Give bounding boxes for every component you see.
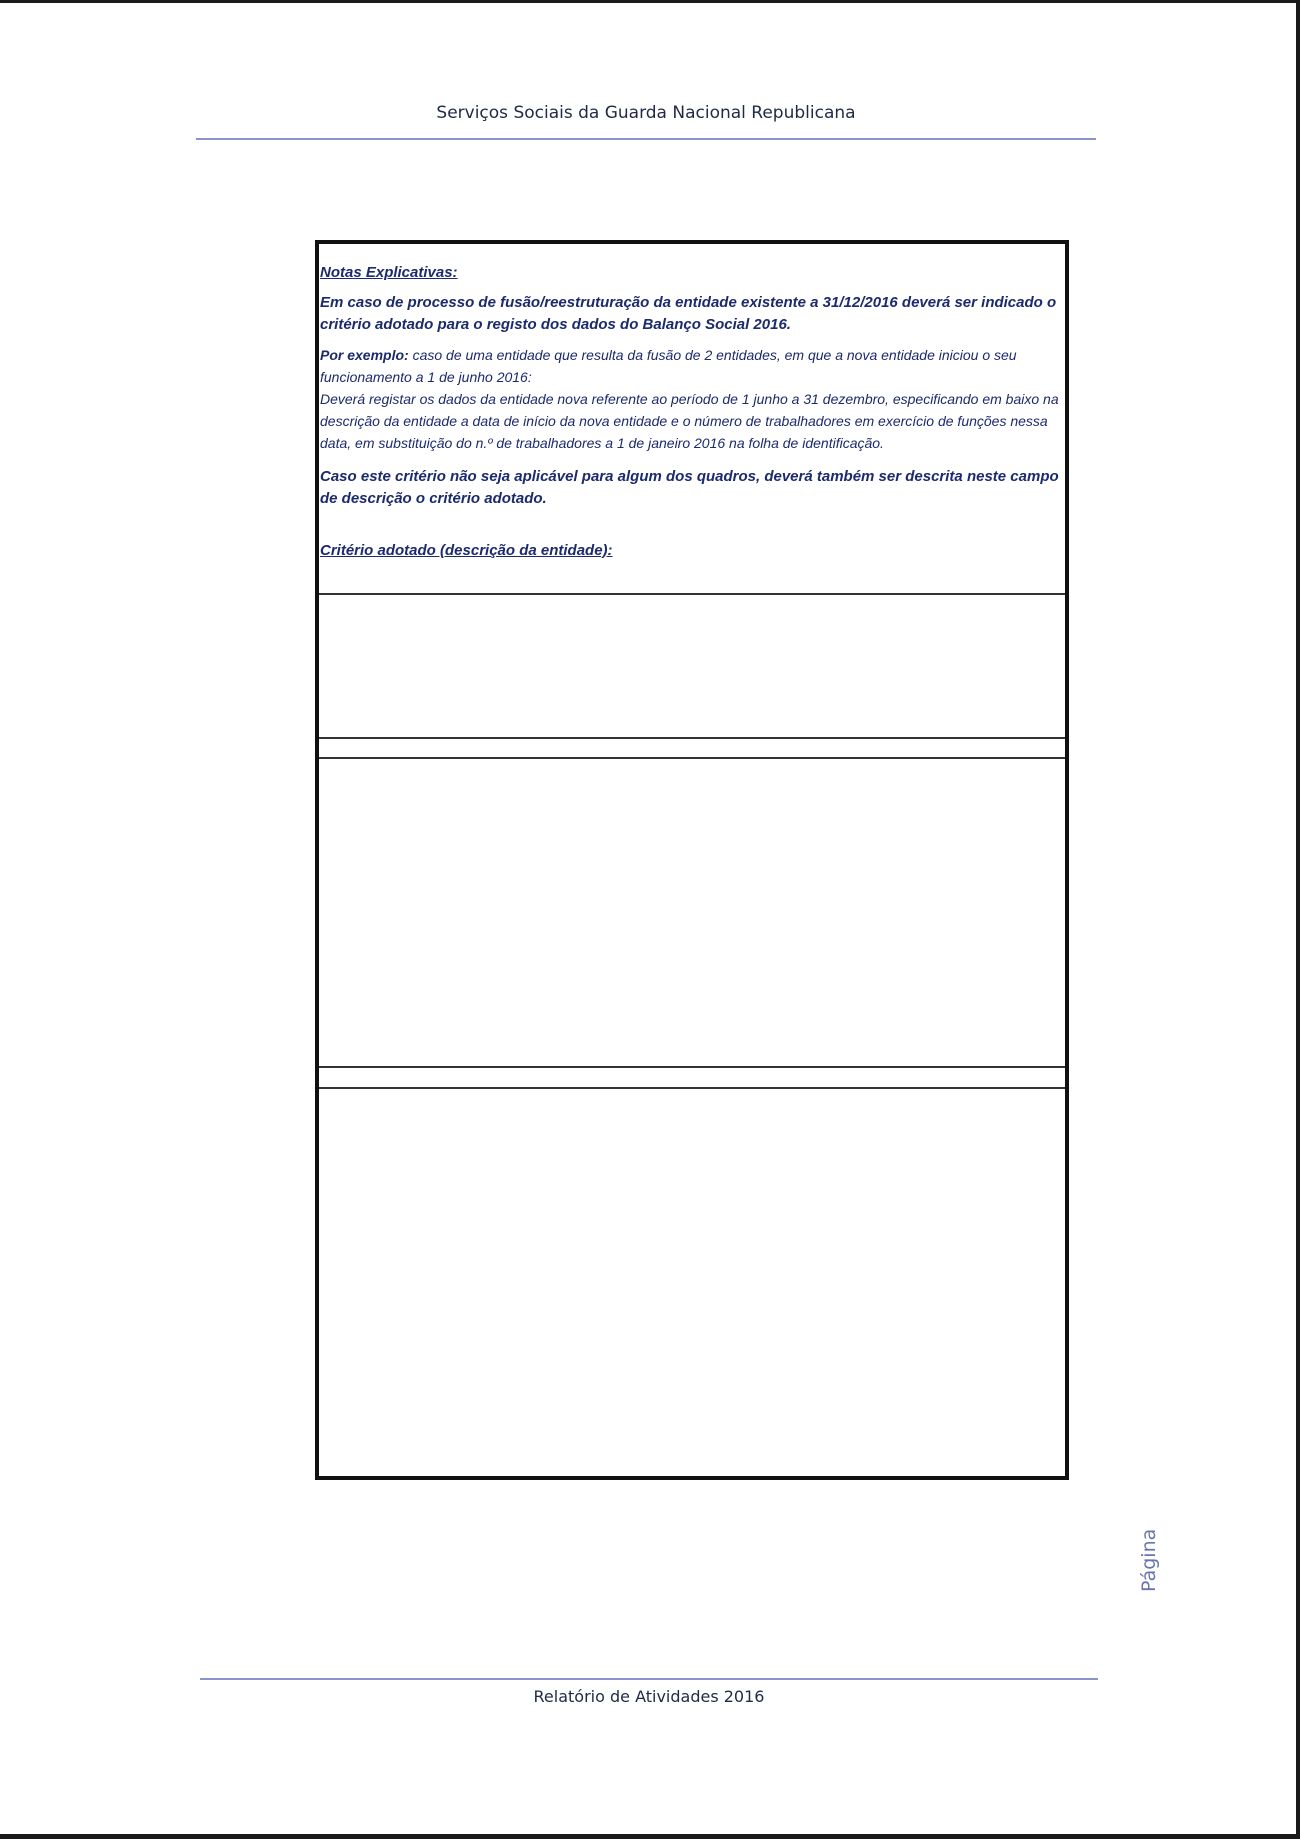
page-frame-bottom [0, 1834, 1300, 1839]
page-number-label: Página [1138, 1528, 1160, 1592]
field-divider-2 [319, 737, 1065, 739]
notes-heading: Notas Explicativas: [320, 264, 458, 281]
notes-paragraph-fusion: Em caso de processo de fusão/reestruturação da entidade existente a 31/12/2016 deverá ser indicado o critério adotado para o registo dos dados do Balanço Social 2016. [320, 294, 1057, 333]
page-frame-top [0, 0, 1300, 3]
example-label: Por exemplo: [320, 347, 409, 363]
field-divider-3 [319, 757, 1065, 759]
notes-example [320, 344, 1060, 388]
footer-title: Relatório de Atividades 2016 [533, 1687, 765, 1706]
notes-example-continuation: Deverá registar os dados da entidade nova referente ao período de 1 junho a 31 dezembro, especificando em baixo na descrição da entidade a data de início da nova entidade e o número de trabalhadores em exercício de funções nessa data, em substituição do n.º de trabalhadores a 1 de janeiro 2016 na folha de identificação. [320, 391, 1059, 451]
notes-content [320, 262, 1060, 562]
field-divider-4 [319, 1066, 1065, 1068]
field-divider-5 [319, 1087, 1065, 1089]
criterion-heading: Critério adotado (descrição da entidade): [320, 542, 613, 559]
page-frame-right [1296, 0, 1300, 1839]
notes-paragraph-criterion: Caso este critério não seja aplicável para algum dos quadros, deverá também ser descrita neste campo de descrição o critério adotado. [320, 468, 1059, 507]
example-text: caso de uma entidade que resulta da fusão de 2 entidades, em que a nova entidade iniciou o seu funcionamento a 1 de junho 2016: [320, 347, 1017, 385]
header-title: Serviços Sociais da Guarda Nacional Republicana [436, 103, 856, 123]
field-divider-1 [319, 593, 1065, 595]
header-rule [196, 138, 1096, 140]
footer-rule [200, 1678, 1098, 1680]
